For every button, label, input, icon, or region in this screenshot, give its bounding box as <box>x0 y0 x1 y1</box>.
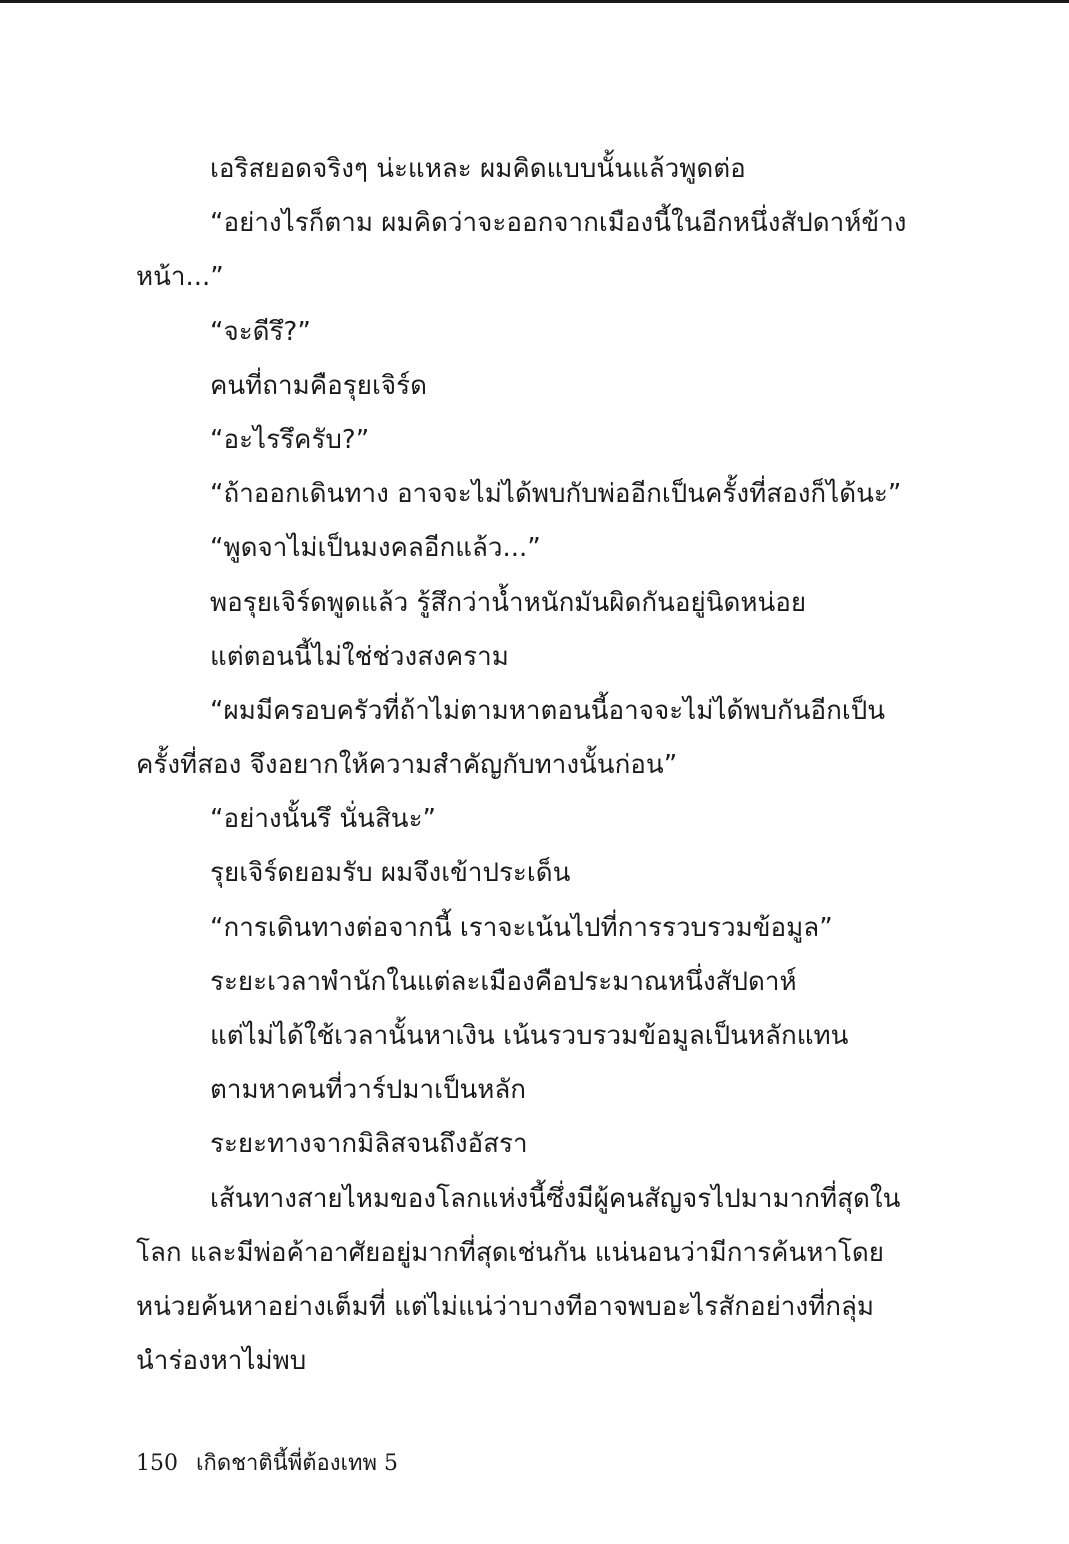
paragraph-line: ระยะเวลาพำนักในแต่ละเมืองคือประมาณหนึ่งสัปดาห์ <box>210 966 797 997</box>
paragraph-line: หน้า...” <box>136 262 224 293</box>
paragraph-line: เส้นทางสายไหมของโลกแห่งนี้ซึ่งมีผู้คนสัญจรไปมามากที่สุดใน <box>210 1183 901 1214</box>
page-footer <box>136 1447 398 1481</box>
paragraph-line: แต่ตอนนี้ไม่ใช่ช่วงสงคราม <box>210 641 509 672</box>
book-title: เกิดชาตินี้พี่ต้องเทพ 5 <box>196 1451 398 1476</box>
paragraph-line: หน่วยค้นหาอย่างเต็มที่ แต่ไม่แน่ว่าบางทีอาจพบอะไรสักอย่างที่กลุ่ม <box>136 1291 875 1322</box>
paragraph-line: “พูดจาไม่เป็นมงคลอีกแล้ว...” <box>210 533 541 564</box>
paragraph-line: ตามหาคนที่วาร์ปมาเป็นหลัก <box>210 1075 527 1106</box>
paragraph-line: โลก และมีพ่อค้าอาศัยอยู่มากที่สุดเช่นกัน แน่นอนว่ามีการค้นหาโดย <box>136 1237 885 1268</box>
body-text <box>136 142 907 1388</box>
paragraph-line: “อย่างนั้นรึ นั่นสินะ” <box>210 804 437 835</box>
paragraph-line: ครั้งที่สอง จึงอยากให้ความสำคัญกับทางนั้นก่อน” <box>136 750 678 781</box>
page-number: 150 <box>136 1451 178 1476</box>
paragraph-line: “จะดีรึ?” <box>210 316 311 347</box>
top-border-rule <box>0 0 1069 3</box>
paragraph-line: “ผมมีครอบครัวที่ถ้าไม่ตามหาตอนนี้อาจจะไม่ได้พบกันอีกเป็น <box>210 695 886 726</box>
paragraph-line: “การเดินทางต่อจากนี้ เราจะเน้นไปที่การรวบรวมข้อมูล” <box>210 912 833 943</box>
paragraph-line: พอรุยเจิร์ดพูดแล้ว รู้สึกว่าน้ำหนักมันผิดกันอยู่นิดหน่อย <box>210 587 807 618</box>
paragraph-line: “อย่างไรก็ตาม ผมคิดว่าจะออกจากเมืองนี้ในอีกหนึ่งสัปดาห์ข้าง <box>210 208 907 239</box>
paragraph-line: คนที่ถามคือรุยเจิร์ด <box>210 370 427 401</box>
paragraph-line: รุยเจิร์ดยอมรับ ผมจึงเข้าประเด็น <box>210 858 571 889</box>
paragraph-line: ระยะทางจากมิลิสจนถึงอัสรา <box>210 1129 528 1160</box>
paragraph-line: “ถ้าออกเดินทาง อาจจะไม่ได้พบกับพ่ออีกเป็นครั้งที่สองก็ได้นะ” <box>210 479 902 510</box>
paragraph-line: แต่ไม่ได้ใช้เวลานั้นหาเงิน เน้นรวบรวมข้อมูลเป็นหลักแทน <box>210 1021 849 1051</box>
paragraph-line: นำร่องหาไม่พบ <box>136 1346 307 1377</box>
paragraph-line: เอริสยอดจริงๆ น่ะแหละ ผมคิดแบบนั้นแล้วพูดต่อ <box>210 154 746 184</box>
paragraph-line: “อะไรรึครับ?” <box>210 424 370 455</box>
